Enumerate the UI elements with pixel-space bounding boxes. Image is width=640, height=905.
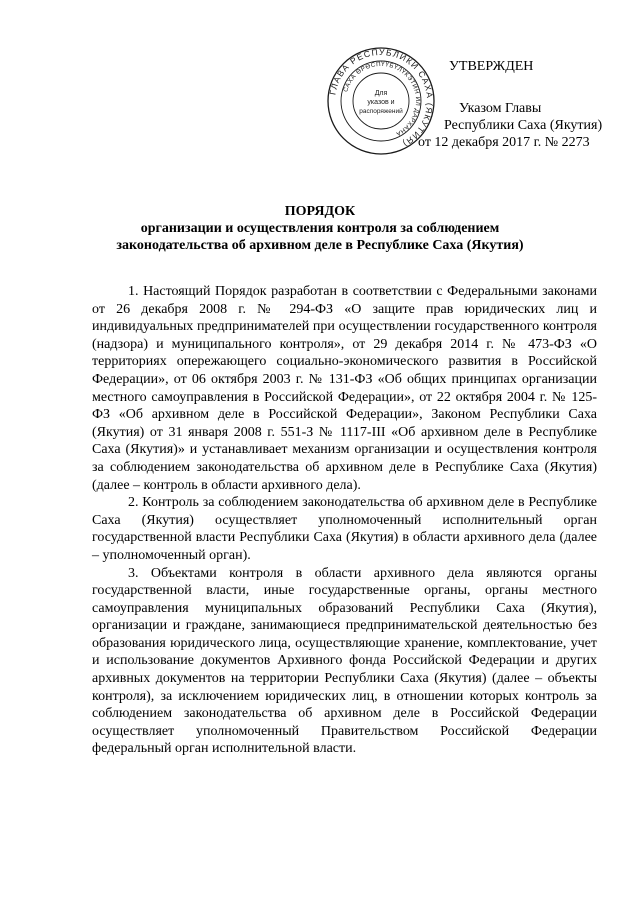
approval-line-2: Республики Саха (Якутия) xyxy=(444,118,603,133)
title-subtitle-1: организации и осуществления контроля за соблюдением xyxy=(140,221,500,236)
approval-line-3: от 12 декабря 2017 г. № 2273 xyxy=(418,135,590,150)
seal-center-line3: распоряжений xyxy=(359,108,403,115)
seal-outer-text-2: ГЛАВА xyxy=(327,61,352,96)
document-title xyxy=(60,203,580,254)
paragraph-1: 1. Настоящий Порядок разработан в соответствии с Федеральными законами от 26 декабря 2008 г. № 294-ФЗ «О защите прав юридических лиц и индивидуальных предпринимателей при осуществлении государственного контроля (надзора) и муниципального контроля», от 29 декабря 2014 г. № 473-ФЗ «О территориях опережающего социально-экономического развития в Российской Федерации», от 06 октября 2003 г. № 131-ФЗ «Об общих принципах организации местного самоуправления в Российской Федерации», от 22 октября 2004 г. № 125-ФЗ «Об архивном деле в Российской Федерации», Законом Республики Саха (Якутия) от 31 января 2008 г. 551-З № 1117-III «Об архивном деле в Республике Саха (Якутия)» и устанавливает механизм организации и осуществления контроля за соблюдением законодательства об архивном деле в Республике Саха (Якутия) (далее – контроль в области архивного дела). xyxy=(92,284,597,493)
approval-line-1: Указом Главы xyxy=(459,101,542,116)
seal-center-line1: Для xyxy=(374,90,388,97)
approval-heading: УТВЕРЖДЕН xyxy=(449,59,534,74)
paragraph-3: 3. Объектами контроля в области архивного дела являются органы государственной власти, иные государственные органы, органы местного самоуправления муниципальных образований Республики Саха (Якутия), организации и граждане, занимающиеся предпринимательской деятельностью без образования юридического лица, осуществляющие хранение, комплектование, учет и использование документов Архивного фонда Российской Федерации и других архивных документов на территории Республики Саха (Якутия) (далее – объекты контроля), за исключением юридических лиц, в отношении которых контроль за соблюдением законодательства об архивном деле в Российской Федерации осуществляет уполномоченный Правительством Российской Федерации федеральный орган исполнительной власти. xyxy=(92,565,597,757)
seal-center-line2: указов и xyxy=(367,99,395,106)
title-heading: ПОРЯДОК xyxy=(284,204,356,219)
paragraph-2: 2. Контроль за соблюдением законодательства об архивном деле в Республике Саха (Якутия) осуществляет уполномоченный исполнительный орган государственной власти Республики Саха (Якутия) в области архивного дела (далее – уполномоченный орган). xyxy=(92,495,597,563)
seal-outer-text: РЕСПУБЛИКИ САХА (ЯКУТИЯ) xyxy=(348,46,436,150)
title-subtitle-2: законодательства об архивном деле в Республике Саха (Якутия) xyxy=(116,238,524,253)
seal-inner-text: САХА ӨРӨСПҮҮБҮЛҮКЭТИН ИЛ ДАРХАНА xyxy=(342,60,422,138)
document-body xyxy=(92,283,597,758)
